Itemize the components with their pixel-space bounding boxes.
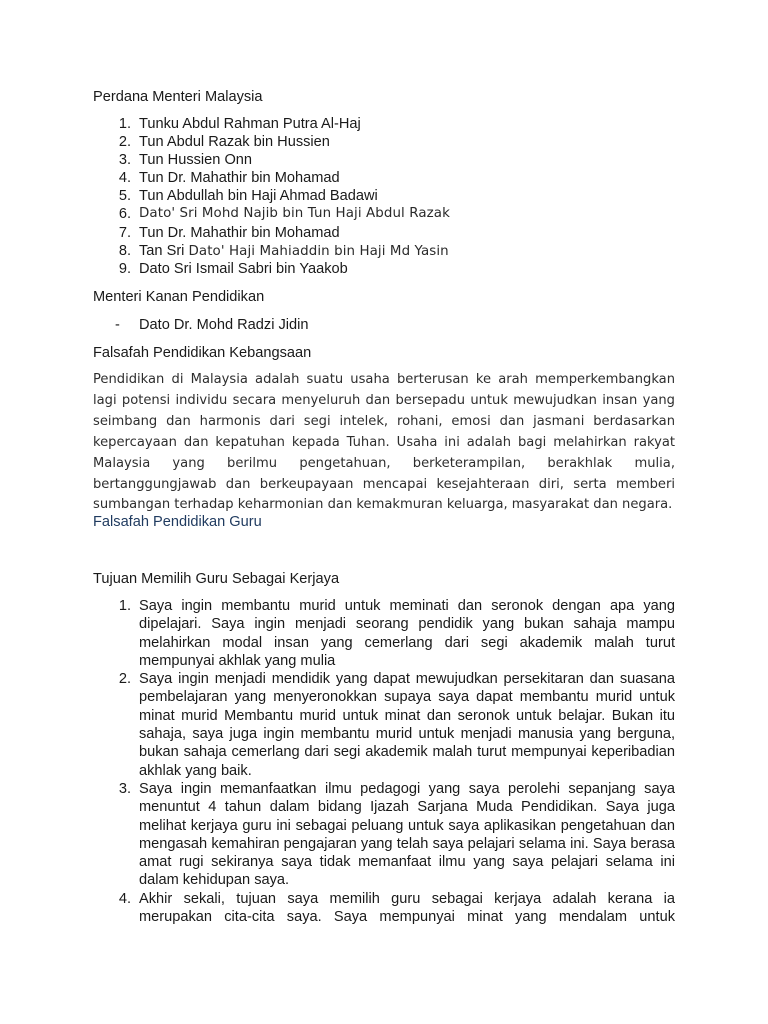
list-text: Tunku Abdul Rahman Putra Al-Haj — [139, 116, 361, 132]
list-text: Dato Dr. Mohd Radzi Jidin — [139, 317, 309, 333]
list-number: 2. — [118, 671, 131, 688]
list-text: Dato Sri Ismail Sabri bin Yaakob — [139, 260, 348, 277]
minister-heading: Menteri Kanan Pendidikan — [93, 289, 265, 305]
list-number: 3. — [118, 780, 131, 797]
list-text: Akhir sekali, tujuan saya memilih guru sebagai kerjaya adalah kerana ia merupakan cita-cita saya. Saya mempunyai minat yang mendalam untuk — [139, 890, 675, 926]
list-item — [93, 133, 450, 151]
list-dash: - — [115, 317, 120, 333]
list-number: 4. — [118, 890, 131, 907]
list-item — [93, 260, 450, 278]
list-item — [93, 224, 450, 242]
list-number: 8. — [118, 242, 131, 259]
list-number: 7. — [118, 224, 131, 241]
list-number: 2. — [118, 134, 131, 151]
list-item — [93, 780, 675, 890]
list-number: 4. — [118, 170, 131, 187]
list-item — [93, 169, 450, 187]
list-number: 1. — [118, 598, 131, 614]
list-item — [93, 187, 450, 205]
list-text: Tun Hussien Onn — [139, 152, 253, 169]
list-text: Dato' Sri Mohd Najib bin Tun Haji Abdul Razak — [139, 206, 450, 222]
list-item — [93, 316, 309, 334]
list-item — [93, 242, 450, 260]
list-text: Saya ingin memanfaatkan ilmu pedagogi yang saya perolehi sepanjang saya menuntut 4 tahun dalam bidang Ijazah Sarjana Muda Pendidikan. Saya juga melihat kerjaya guru ini sebagai peluang untuk saya aplikasikan pengetahuan dan mengasah kemahiran pengajaran yang telah saya pelajari selama ini. Saya berasa amat rugi sekiranya saya tidak memanfaat ilmu yang saya pelajari selama ini dalam kehidupan saya. — [139, 780, 675, 889]
pm-heading: Perdana Menteri Malaysia — [93, 89, 263, 105]
goal-list — [93, 597, 675, 926]
list-text: Saya ingin menjadi mendidik yang dapat mewujudkan persekitaran dan suasana pembelajaran yang menyeronokkan supaya saya dapat membantu murid untuk minat murid Membantu murid untuk minat dan seronok untuk belajar. Bukan itu sahaja, saya juga ingin membantu murid untuk menjadi manusia yang berguna, bukan sahaja cemerlang dari segi akademik malah turut mempunyai keperibadian akhlak yang baik. — [139, 671, 675, 779]
list-item — [93, 670, 675, 780]
list-text-part: Dato' Haji Mahiaddin bin Haji Md Yasin — [188, 243, 449, 259]
list-number: 5. — [118, 188, 131, 205]
list-text — [139, 242, 449, 260]
fpk-heading: Falsafah Pendidikan Kebangsaan — [93, 345, 312, 361]
list-item — [93, 115, 450, 133]
list-item — [93, 597, 675, 670]
list-text: Tun Abdul Razak bin Hussien — [139, 134, 330, 151]
list-text: Tun Abdullah bin Haji Ahmad Badawi — [139, 188, 378, 205]
minister-list — [93, 316, 309, 334]
fpk-paragraph: Pendidikan di Malaysia adalah suatu usaha berterusan ke arah memperkembangkan lagi potensi individu secara menyeluruh dan bersepadu untuk mewujudkan insan yang seimbang dan harmonis dari segi intelek, rohani, emosi dan jasmani berdasarkan kepercayaan dan kepatuhan kepada Tuhan. Usaha ini adalah bagi melahirkan rakyat Malaysia yang berilmu pengetahuan, berketerampilan, berakhlak mulia, bertanggungjawab dan berkeupayaan mencapai kesejahteraan diri, serta memberi sumbangan terhadap keharmonian dan kemakmuran keluarga, masyarakat dan negara. — [93, 372, 675, 513]
goal-heading: Tujuan Memilih Guru Sebagai Kerjaya — [93, 571, 340, 587]
list-number: 3. — [118, 152, 131, 169]
list-item — [93, 205, 450, 223]
list-item — [93, 151, 450, 169]
list-number: 6. — [118, 206, 131, 223]
list-text: Saya ingin membantu murid untuk meminati dan seronok dengan apa yang dipelajari. Saya ingin menjadi seorang pendidik yang bukan sahaja mampu melahirkan modal insan yang cemerlang dari segi akademik malah turut mempunyai akhlak yang mulia — [139, 598, 675, 669]
list-number: 1. — [118, 116, 131, 132]
pm-list — [93, 115, 450, 278]
list-text-part: Tan Sri — [139, 242, 189, 259]
list-text: Tun Dr. Mahathir bin Mohamad — [139, 170, 340, 187]
list-number: 9. — [118, 260, 131, 277]
fpg-heading: Falsafah Pendidikan Guru — [93, 514, 262, 530]
list-text: Tun Dr. Mahathir bin Mohamad — [139, 224, 340, 241]
list-item — [93, 890, 675, 927]
